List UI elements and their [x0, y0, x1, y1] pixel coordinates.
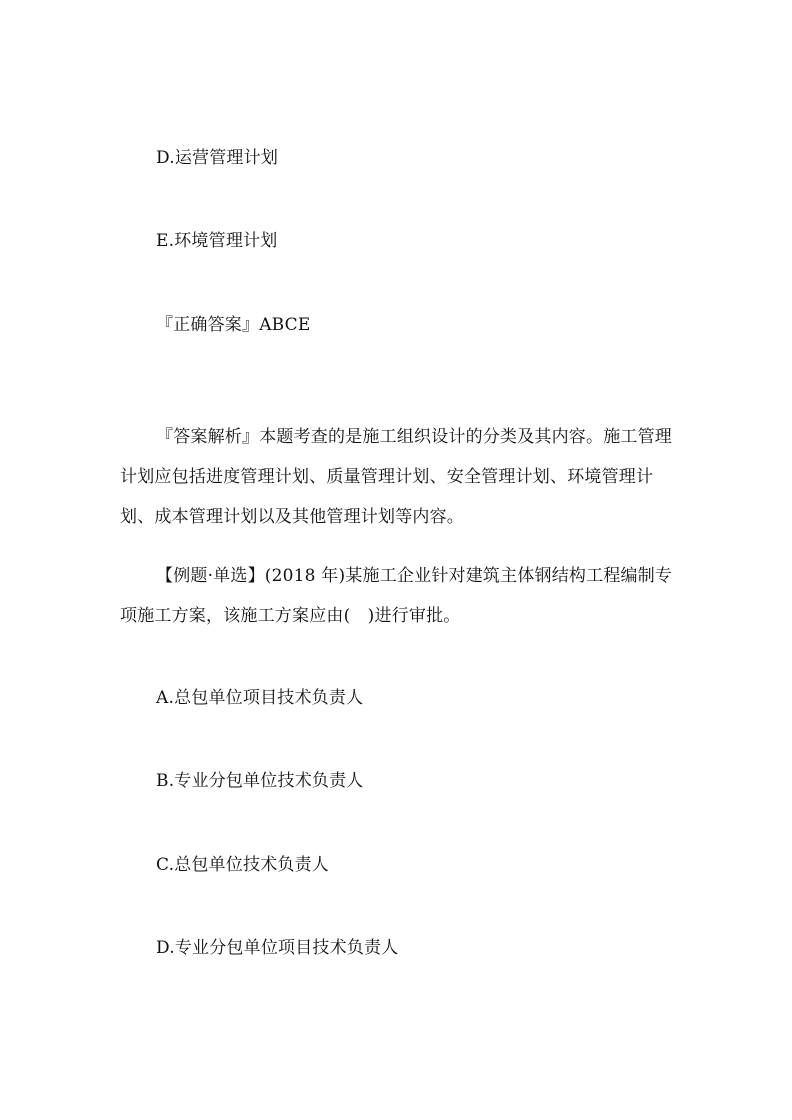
example-question: 【例题·单选】(2018 年)某施工企业针对建筑主体钢结构工程编制专项施工方案，该施工方案应由( )进行审批。	[120, 566, 673, 626]
option-e-previous: E.环境管理计划	[156, 231, 278, 251]
option-b: B.专业分包单位技术负责人	[156, 771, 364, 791]
correct-answer: 『正确答案』ABCE	[156, 315, 311, 335]
option-d-previous: D.运营管理计划	[156, 148, 279, 168]
option-d: D.专业分包单位项目技术负责人	[156, 938, 399, 958]
answer-analysis: 『答案解析』本题考查的是施工组织设计的分类及其内容。施工管理计划应包括进度管理计划、质量管理计划、安全管理计划、环境管理计划、成本管理计划以及其他管理计划等内容。	[120, 427, 672, 527]
option-a: A.总包单位项目技术负责人	[156, 688, 364, 708]
option-c: C.总包单位技术负责人	[156, 855, 330, 875]
